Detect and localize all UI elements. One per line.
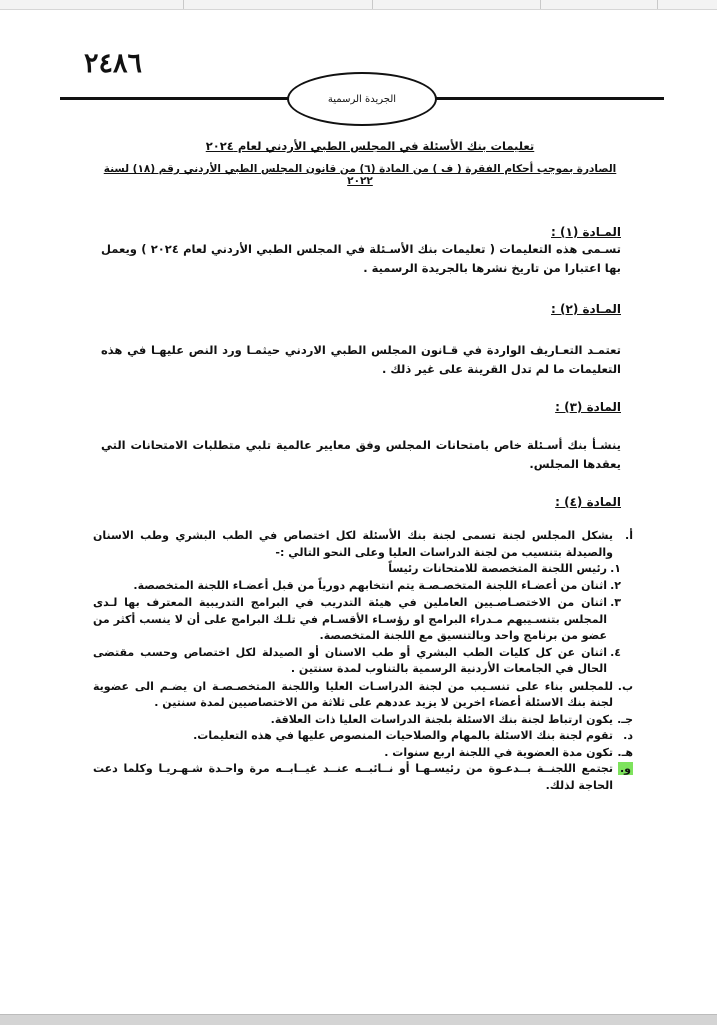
clause-a-item-3 — [93, 595, 633, 645]
item-text: رئيس اللجنة المتخصصة للامتحانات رئيساً — [388, 562, 607, 575]
clause-a-item-1 — [93, 561, 633, 578]
item-marker: ٣. — [610, 596, 621, 609]
clause-d — [93, 728, 633, 745]
article-2-heading: المـادة (٢) : — [551, 302, 621, 316]
article-1-heading: المـادة (١) : — [551, 225, 621, 239]
clause-marker: هـ. — [617, 745, 633, 759]
clause-f — [93, 761, 633, 794]
clause-a — [93, 528, 633, 561]
clause-marker — [613, 761, 633, 778]
masthead-oval — [287, 72, 437, 126]
clause-marker: ب. — [617, 679, 633, 693]
article-4-clauses — [93, 528, 633, 794]
clause-text: للمجلس بناء على تنسـيب من لجنة الدراسـات العليا واللجنة المتخصـصـة ان يضـم الى عضوية لجنة بنك الاسئلة أعضاء اخرين لا يزيد عددهم على ثلاثة من الاختصاصيين لمدة سنتين . — [93, 679, 613, 709]
clause-text: يشكل المجلس لجنة تسمى لجنة بنك الأسئلة لكل اختصاص في الطب البشري وطب الاسنان والصيدلة بتنسيب من لجنة الدراسات العليا وعلى النحو التالي :- — [93, 529, 613, 559]
clause-marker: أ. — [625, 529, 633, 542]
clause-marker: د. — [623, 729, 633, 742]
clause-text: تجتمع اللجنــة بــدعـوة من رئيسـهـا أو نــائبــه عنــد غيــابــه مرة واحـدة شـهـريـا وكلما دعت الحاجة لذلك. — [93, 762, 613, 792]
item-text: اثنان من أعضـاء اللجنة المتخصـصـة يتم انتخابهم دورياً من قبل أعضـاء اللجنة المتخصصة. — [133, 578, 607, 592]
clause-marker: جـ. — [617, 712, 633, 726]
highlighted-marker: و. — [619, 762, 631, 775]
document-title: تعليمات بنك الأسئلة في المجلس الطبي الأردني لعام ٢٠٢٤ — [205, 139, 535, 153]
clause-text: تكون مدة العضوية في اللجنة اربع سنوات . — [384, 745, 613, 759]
article-2-text: تعتمـد التعـاريف الواردة في قـانون المجلس الطبي الاردني حيثمـا ورد النص عليهـا في هذه التعليمات ما لم تدل القرينة على غير ذلك . — [101, 343, 621, 376]
item-marker: ١. — [610, 562, 621, 575]
clause-text: تقوم لجنة بنك الاسئلة بالمهام والصلاحيات المنصوص عليها في هذه التعليمات. — [193, 729, 613, 742]
page-number: ٢٤٨٦ — [84, 48, 143, 79]
document-subtitle: الصادرة بموجب أحكام الفقرة ( ف ) من المادة (٦) من قانون المجلس الطبي الأردني رقم (١٨) لسنة ٢٠٢٢ — [103, 163, 617, 187]
clause-a-item-2 — [93, 578, 633, 595]
article-1-text: تسـمى هذه التعليمات ( تعليمات بنك الأسـئلة في المجلس الطبي الأردني لعام ٢٠٢٤ ) ويعمل بها اعتبارا من تاريخ نشرها بالجريدة الرسمية . — [101, 242, 621, 275]
article-3-text: ينشـأ بنك أسـئلة خاص بامتحانات المجلس وفق معايير عالمية تلبي متطلبات الامتحانات التي يعقدها المجلس. — [101, 438, 621, 471]
clause-e — [93, 745, 633, 762]
article-3-heading: المادة (٣) : — [555, 400, 621, 414]
article-4-heading: المادة (٤) : — [555, 495, 621, 509]
clause-text: يكون ارتباط لجنة بنك الاسئلة بلجنة الدراسات العليا ذات العلاقة. — [270, 712, 613, 726]
item-marker: ٢. — [610, 578, 621, 592]
masthead-label: الجريدة الرسمية — [327, 93, 397, 105]
bottom-scroll-edge — [0, 1014, 717, 1025]
item-marker: ٤. — [610, 645, 621, 659]
page-top-edge — [0, 0, 717, 10]
clause-a-item-4 — [93, 645, 633, 678]
item-text: اثنان من الاختصـاصـيين العاملين في هيئة التدريب في البرامج التدريبية المعترف بها لـدى المجلس بتنسـيبهم مـدراء البرامج او رؤسـاء الأقسـام في تلـك البرامج على أن لا ينسب أكثر من عضو من برنامج واحد وبالتنسيق مع اللجنة المتخصصة. — [93, 596, 607, 642]
item-text: اثنان عن كل كليات الطب البشري أو طب الاسنان أو الصيدلة لكل اختصاص وحسب مقتضى الحال في الجامعات الأردنية الرسمية بالتناوب لمدة سنتين . — [93, 645, 607, 675]
clause-b — [93, 679, 633, 712]
clause-c — [93, 712, 633, 729]
